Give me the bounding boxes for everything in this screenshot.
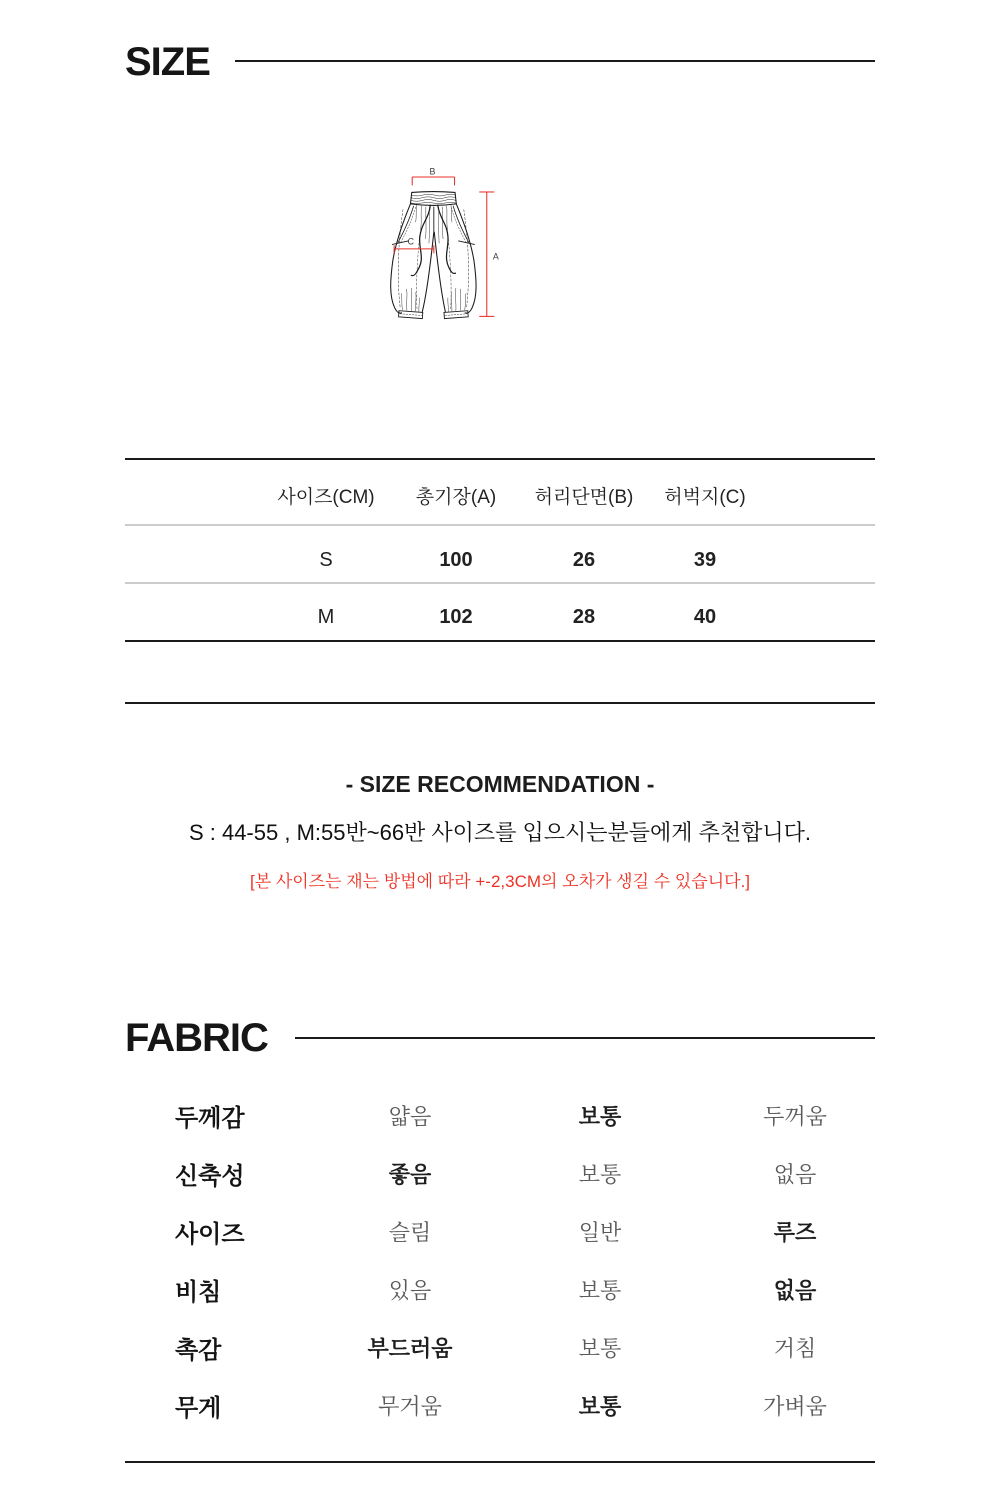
size-recommendation-text: S : 44-55 , M:55반~66반 사이즈를 입으시는분들에게 추천합니다. (188, 820, 812, 845)
fabric-option: 있음 (388, 1278, 432, 1303)
fabric-row-thickness (0, 1098, 1000, 1130)
fabric-option: 얇음 (388, 1104, 432, 1129)
fabric-option: 보통 (578, 1336, 622, 1361)
fabric-row-sheerness (0, 1272, 1000, 1304)
pants-left-inseam (422, 232, 433, 311)
fabric-heading-rule (295, 1037, 875, 1039)
thigh-cell-s: 39 (693, 549, 717, 571)
fabric-option: 루즈 (773, 1220, 817, 1245)
fabric-option: 두꺼움 (763, 1104, 827, 1129)
pants-left-outer-seam (391, 204, 411, 313)
fabric-option: 슬림 (388, 1220, 432, 1245)
fabric-label-texture: 촉감 (175, 1337, 222, 1364)
pants-drawstring-left (411, 205, 430, 275)
pants-diagram (380, 85, 680, 445)
fabric-option: 거침 (773, 1336, 817, 1361)
size-cell-m: M (317, 606, 335, 628)
thigh-cell-m: 40 (693, 606, 717, 628)
fabric-label-thickness: 두께감 (175, 1105, 245, 1132)
pants-right-cuff (444, 311, 468, 319)
waist-cell-m: 28 (572, 606, 596, 628)
fabric-option: 보통 (578, 1104, 622, 1129)
length-cell-m: 102 (439, 606, 473, 628)
fabric-option: 없음 (773, 1162, 817, 1187)
fabric-label-fit: 사이즈 (175, 1221, 245, 1248)
size-section-heading: SIZE (125, 40, 210, 84)
fabric-label-sheerness: 비침 (175, 1279, 222, 1306)
size-table-header-length: 총기장(A) (415, 487, 497, 508)
pants-right-inseam (434, 232, 445, 311)
size-table-rule-2 (125, 582, 875, 584)
size-heading-rule (235, 60, 875, 62)
size-table-header-thigh: 허벅지(C) (664, 487, 746, 508)
fabric-option: 없음 (773, 1278, 817, 1303)
size-table-bottom-rule (125, 640, 875, 642)
pants-right-outer-seam (456, 204, 476, 313)
fabric-label-stretch: 신축성 (175, 1163, 245, 1190)
pants-drawstring-right (438, 205, 456, 273)
fabric-option: 가벼움 (763, 1394, 827, 1419)
size-table-header-size: 사이즈(CM) (277, 487, 375, 508)
fabric-section-heading: FABRIC (125, 1016, 268, 1060)
size-table-header-waist: 허리단면(B) (534, 487, 634, 508)
fabric-row-weight (0, 1388, 1000, 1420)
size-table-footer-rule (125, 702, 875, 704)
size-table-top-rule (125, 458, 875, 460)
measure-a-label: A (492, 251, 499, 262)
fabric-label-weight: 무게 (175, 1395, 222, 1422)
pants-right-pocket (453, 206, 468, 242)
fabric-bottom-rule (125, 1461, 875, 1463)
size-tolerance-note: [본 사이즈는 재는 방법에 따라 +-2,3CM의 오차가 생길 수 있습니다.] (249, 872, 751, 891)
fabric-option: 보통 (578, 1162, 622, 1187)
length-cell-s: 100 (439, 549, 473, 571)
fabric-option: 보통 (578, 1278, 622, 1303)
fabric-row-texture (0, 1330, 1000, 1362)
measure-b-label: B (429, 166, 436, 177)
size-cell-s: S (319, 549, 333, 571)
size-table-rule-1 (125, 524, 875, 526)
fabric-row-stretch (0, 1156, 1000, 1188)
size-recommendation-title: - SIZE RECOMMENDATION - (345, 771, 655, 797)
fabric-option: 일반 (578, 1220, 622, 1245)
fabric-row-fit (0, 1214, 1000, 1246)
fabric-option: 무거움 (378, 1394, 442, 1419)
fabric-option: 좋음 (388, 1162, 432, 1187)
measure-c-label: C (407, 236, 415, 247)
fabric-option: 보통 (578, 1394, 622, 1419)
waist-cell-s: 26 (572, 549, 596, 571)
fabric-option: 부드러움 (367, 1336, 453, 1361)
